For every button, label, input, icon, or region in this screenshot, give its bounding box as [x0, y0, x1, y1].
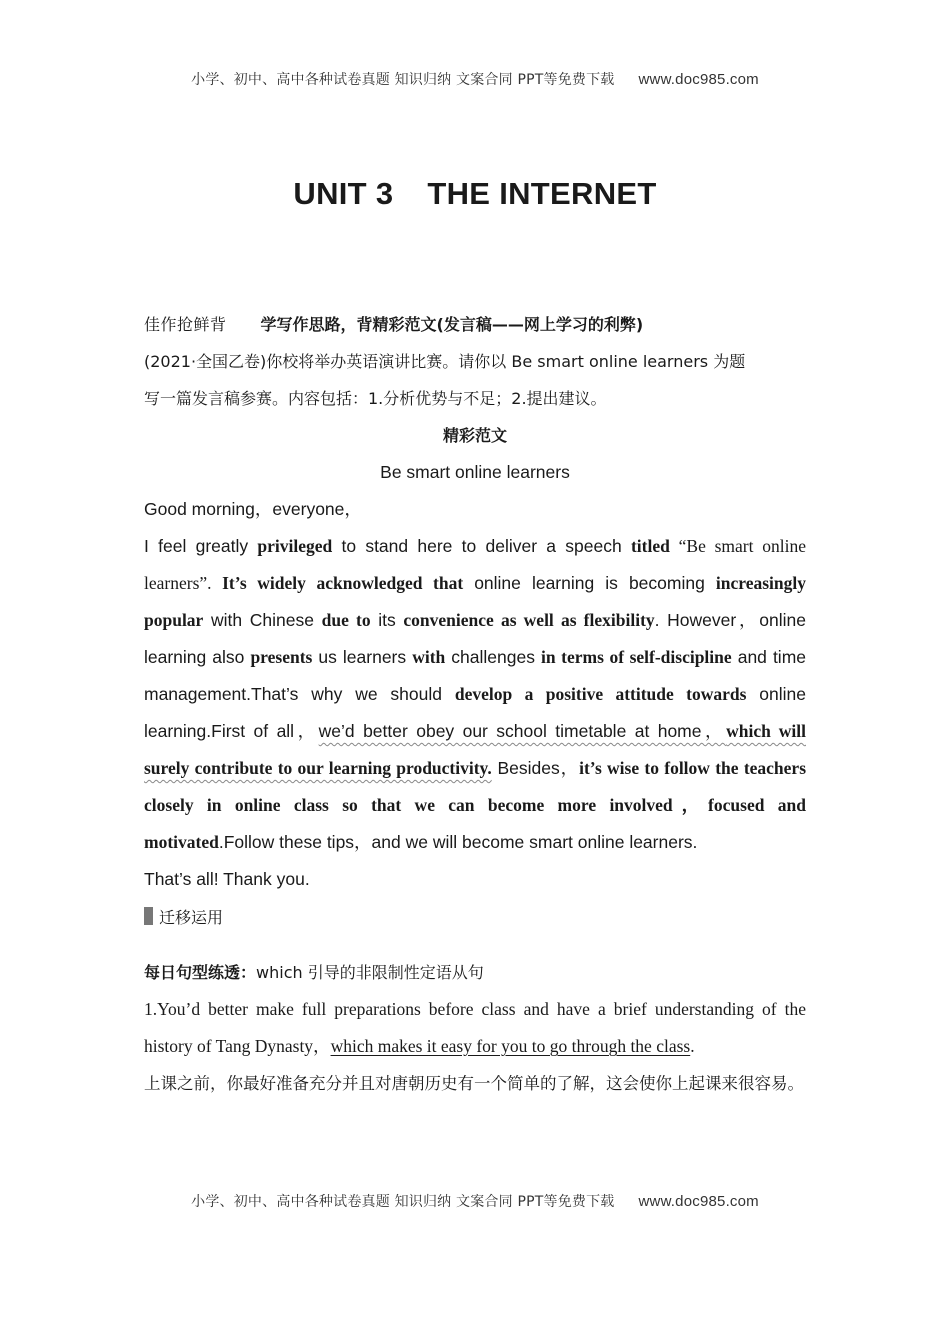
essay-wavy-phrase: which will surely contribute to our learning productivity.	[144, 721, 806, 778]
section-tag: 佳作抢鲜背	[144, 315, 227, 334]
page-header	[0, 69, 950, 89]
example-text: 1.You’d better make full preparations before class and have a brief understanding of the history of Tang Dynasty，	[144, 999, 806, 1056]
title-unit: UNIT 3	[293, 176, 394, 211]
essay-text: to stand here to deliver a speech	[332, 536, 631, 556]
example-1	[144, 991, 806, 1102]
transfer-label: 迁移运用	[159, 908, 224, 927]
essay-key-phrase: It’s widely acknowledged that	[222, 573, 464, 593]
header-text: 小学、初中、高中各种试卷真题 知识归纳 文案合同 PPT等免费下载	[191, 72, 615, 88]
essay-key-phrase: convenience as well as flexibility	[403, 610, 655, 630]
prompt-text-2: 写一篇发言稿参赛。内容包括：1.分析优势与不足；2.提出建议。	[144, 389, 607, 408]
essay-key-phrase: increasingly popular	[144, 573, 806, 630]
example-text: .	[690, 1036, 695, 1056]
essay-greeting: Good morning，everyone，	[144, 499, 362, 519]
essay-key-phrase: develop a positive attitude towards	[454, 684, 747, 704]
essay-key-phrase: titled	[630, 536, 670, 556]
essay-key-phrase: due to	[321, 610, 371, 630]
main-content	[144, 306, 806, 1102]
daily-topic: which 引导的非限制性定语从句	[256, 963, 484, 982]
essay-text: and time management.That’s why we should	[144, 647, 807, 704]
example-1-translation: 上课之前，你最好准备充分并且对唐朝历史有一个简单的了解，这会使你上起课来很容易。	[144, 1074, 804, 1093]
page-title	[0, 176, 950, 212]
title-name: THE INTERNET	[427, 176, 657, 211]
essay-key-phrase: it’s wise to follow the teachers closely in online class so that we can become more involved，focused and motivated	[144, 758, 807, 852]
example-underlined: which makes it easy for you to go through the class	[330, 1036, 691, 1056]
essay-wavy-phrase: we’d better obey our school timetable at home，	[318, 721, 727, 741]
essay-title: Be smart online learners	[380, 462, 570, 482]
essay-text: . However，online learning also	[144, 610, 806, 667]
essay-text: .Follow these tips，and we will become smart online learners.	[218, 832, 698, 852]
header-site[interactable]: www.doc985.com	[638, 71, 759, 88]
essay-text: “Be smart online learners”.	[144, 536, 806, 593]
prompt-text-1: (2021·全国乙卷)你校将举办英语演讲比赛。请你以 Be smart online learners 为题	[144, 352, 746, 371]
essay-text: I feel greatly	[144, 536, 258, 556]
essay-key-phrase: presents	[250, 647, 313, 667]
page-footer	[0, 1191, 950, 1211]
essay-key-phrase: privileged	[257, 536, 333, 556]
essay-text: with Chinese	[203, 610, 322, 630]
essay-paragraph	[144, 528, 806, 861]
essay-text: online learning.First of all，	[144, 684, 807, 741]
essay-text: us learners	[312, 647, 413, 667]
daily-label: 每日句型练透：	[144, 963, 257, 982]
section-heading: 学写作思路，背精彩范文(发言稿——网上学习的利弊)	[260, 315, 644, 334]
example-1-sentence	[144, 991, 806, 1065]
essay-text: challenges	[445, 647, 541, 667]
transfer-heading	[144, 898, 806, 938]
essay-label: 精彩范文	[442, 426, 507, 445]
section-marker-icon	[144, 907, 153, 925]
daily-heading	[144, 954, 806, 991]
essay-text: its	[370, 610, 404, 630]
footer-text: 小学、初中、高中各种试卷真题 知识归纳 文案合同 PPT等免费下载	[191, 1194, 615, 1210]
essay-closing: That’s all! Thank you.	[144, 869, 310, 889]
prompt-line-2	[144, 380, 806, 417]
essay-text: online learning is becoming	[463, 573, 716, 593]
section-heading-line	[144, 306, 806, 343]
essay-text: Besides，	[491, 758, 580, 778]
essay-key-phrase: with	[412, 647, 446, 667]
essay-body	[144, 491, 806, 898]
essay-key-phrase: in terms of self-discipline	[541, 647, 732, 667]
footer-site[interactable]: www.doc985.com	[638, 1193, 759, 1210]
prompt-line-1	[144, 343, 806, 380]
